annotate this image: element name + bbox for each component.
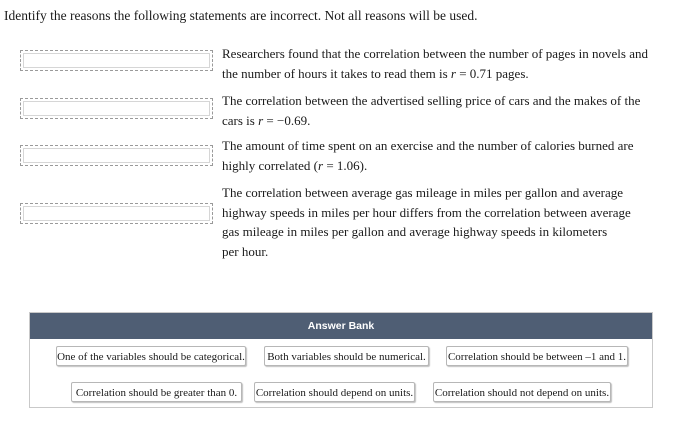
- answer-bank: [29, 312, 653, 408]
- answer-drop-zone-3[interactable]: [20, 145, 213, 166]
- statement-1-line-2: the number of hours it takes to read them is r = 0.71 pages.: [222, 65, 529, 81]
- answer-drop-zone-4[interactable]: [20, 203, 213, 224]
- statement-text-1: [222, 44, 670, 83]
- statement-text-2: [222, 91, 670, 130]
- instruction-text: Identify the reasons the following statements are incorrect. Not all reasons will be used.: [4, 8, 478, 23]
- answer-option-depend-on-units[interactable]: Correlation should depend on units.: [254, 382, 415, 402]
- answer-option-not-depend-on-units[interactable]: Correlation should not depend on units.: [433, 382, 611, 402]
- statement-3-line-1: The amount of time spent on an exercise and the number of calories burned are: [222, 138, 634, 153]
- answer-drop-zone-1[interactable]: [20, 50, 213, 71]
- statement-4-line-4: per hour.: [222, 243, 269, 259]
- statement-2-line-2: cars is r = −0.69.: [222, 112, 311, 128]
- answer-option-categorical[interactable]: One of the variables should be categorical.: [56, 346, 246, 366]
- answer-bank-title: Answer Bank: [30, 313, 652, 339]
- statement-3-line-2: highly correlated (r = 1.06).: [222, 157, 368, 173]
- statement-text-4: [222, 183, 670, 261]
- answer-option-numerical[interactable]: Both variables should be numerical.: [264, 346, 429, 366]
- statement-4-line-2: highway speeds in miles per hour differs from the correlation between average: [222, 204, 631, 220]
- statement-1-line-1: Researchers found that the correlation between the number of pages in novels and: [222, 46, 648, 61]
- statement-text-3: [222, 136, 670, 175]
- statement-2-line-1: The correlation between the advertised selling price of cars and the makes of the: [222, 93, 641, 108]
- statement-4-line-3: gas mileage in miles per gallon and average highway speeds in kilometers: [222, 224, 608, 239]
- answer-option-between-range[interactable]: Correlation should be between –1 and 1.: [446, 346, 628, 366]
- answer-option-greater-than-zero[interactable]: Correlation should be greater than 0.: [71, 382, 242, 402]
- statement-4-line-1: The correlation between average gas mileage in miles per gallon and average: [222, 185, 624, 200]
- answer-drop-zone-2[interactable]: [20, 98, 213, 119]
